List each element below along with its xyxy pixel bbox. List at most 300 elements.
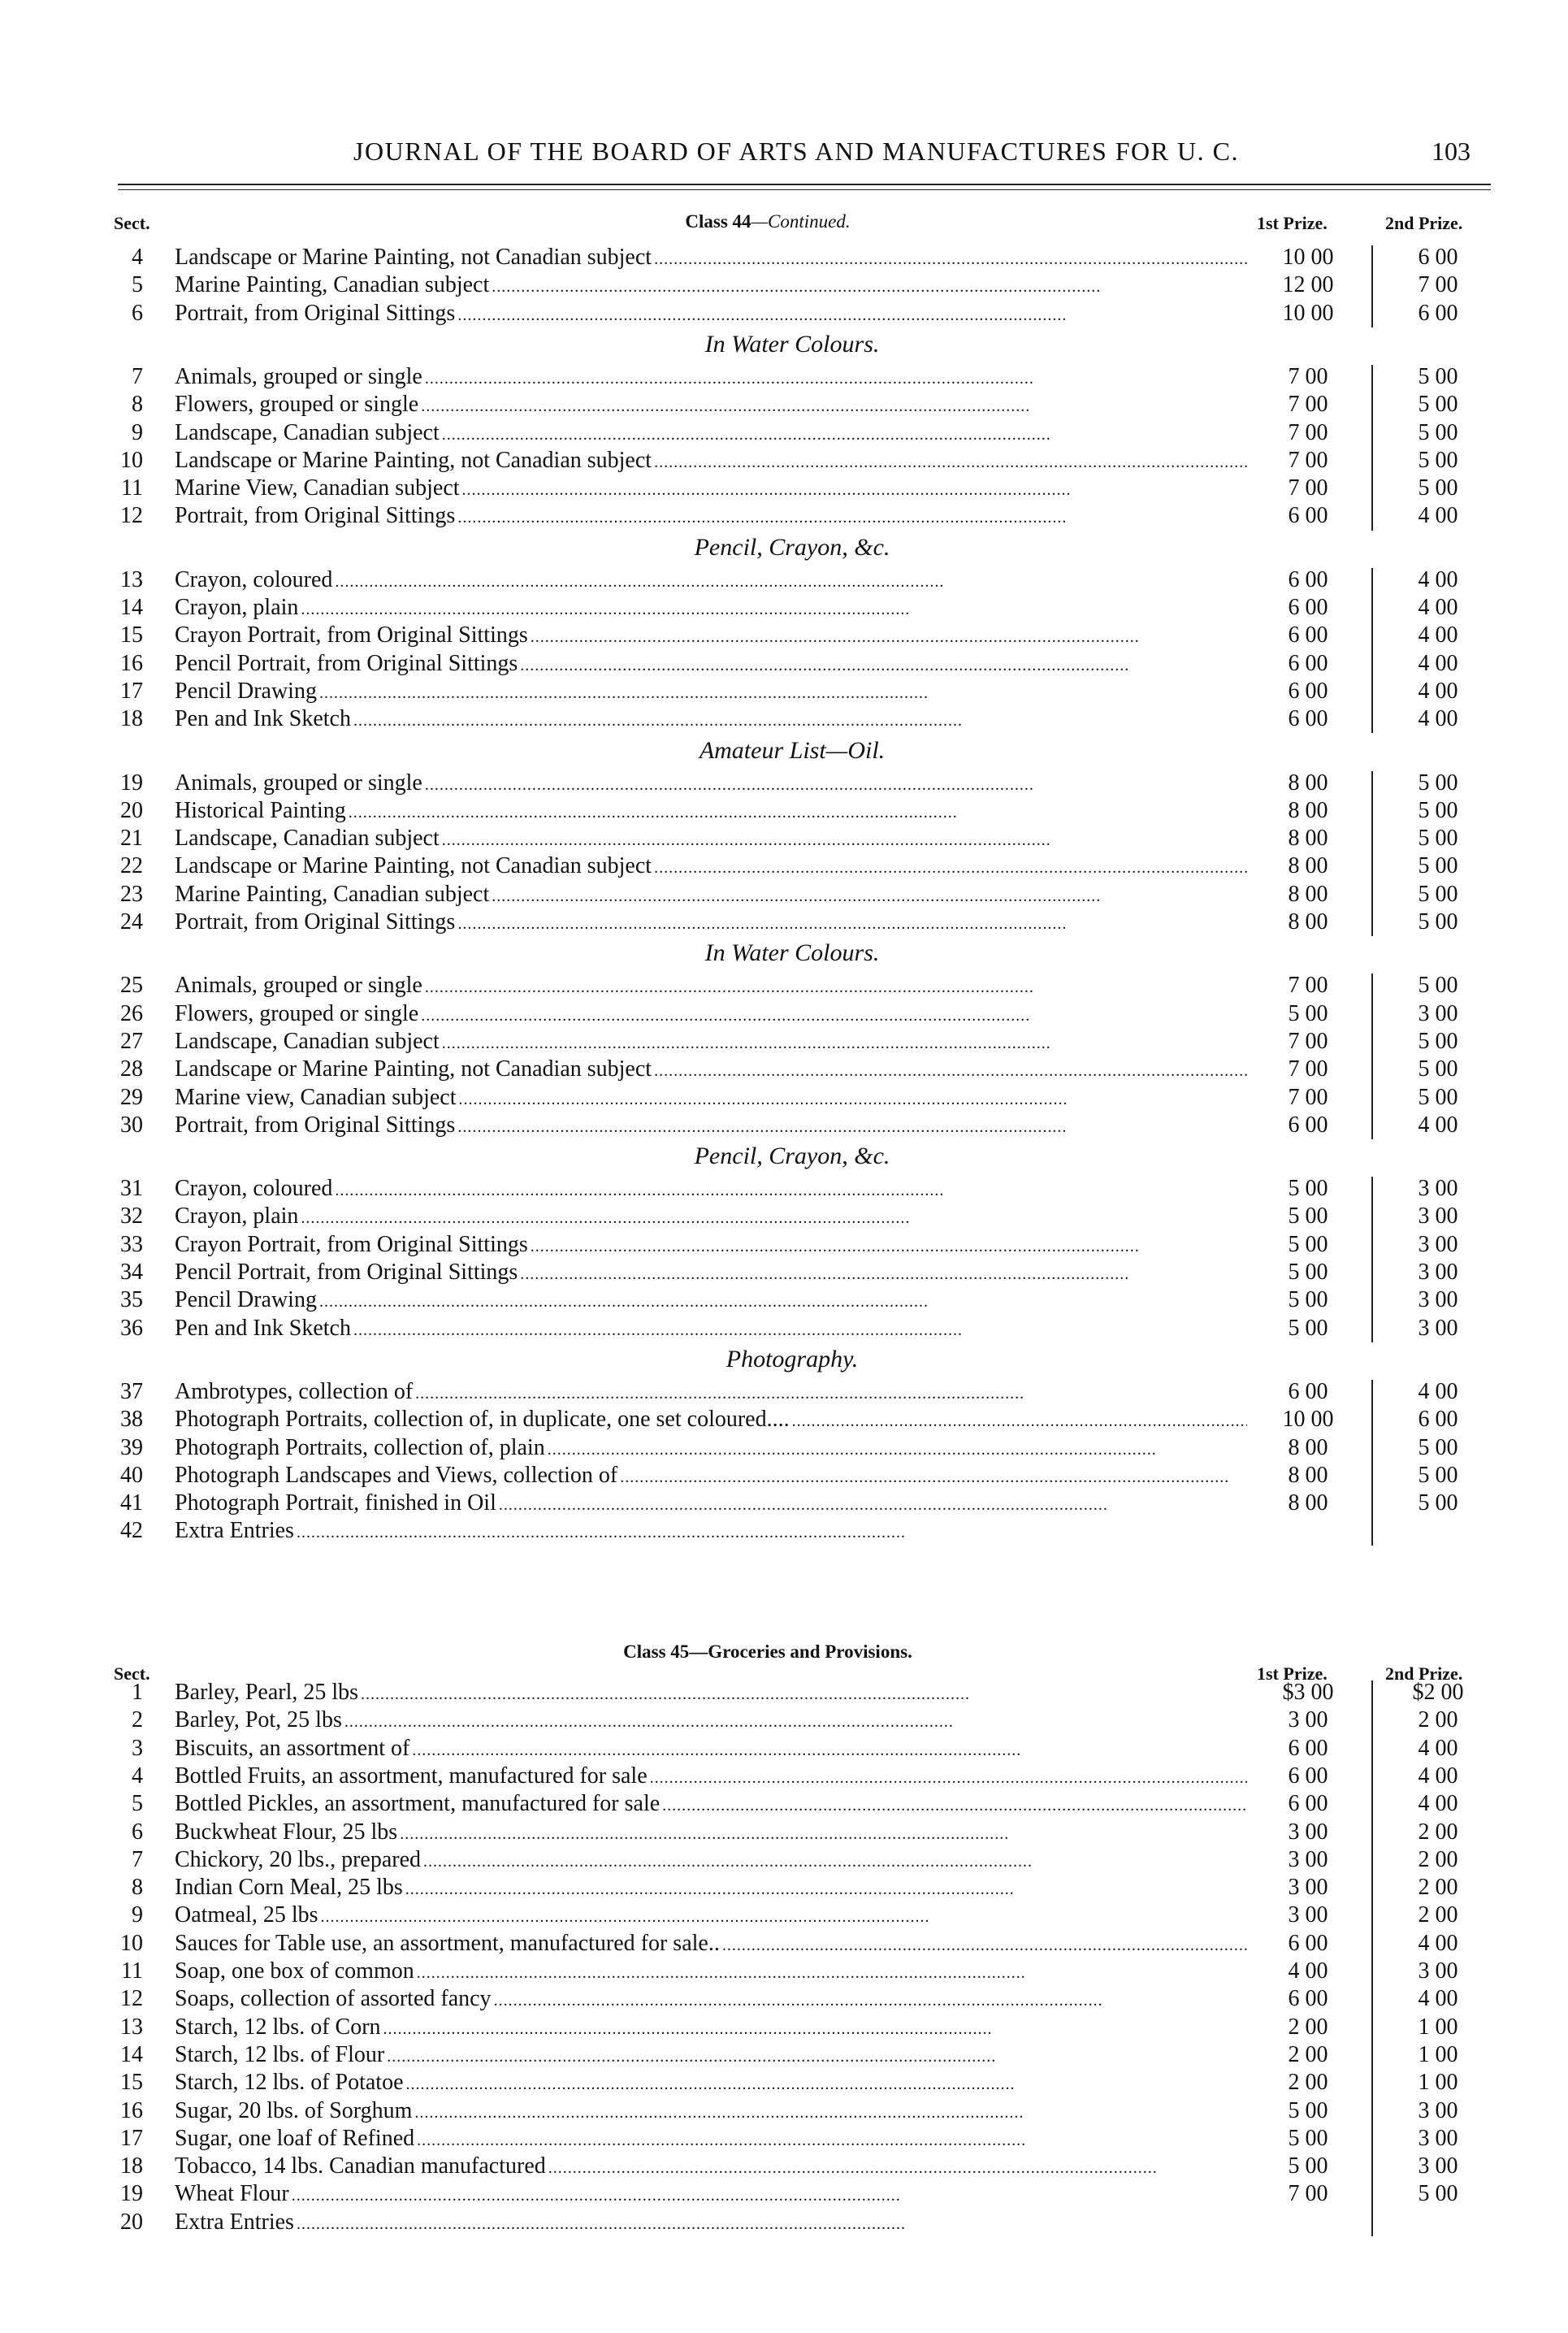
entry-description: Crayon, plain . . . xyxy=(175,594,1247,623)
list-item xyxy=(0,1735,1568,1763)
list-item xyxy=(0,881,1568,908)
second-prize-amount: 4 00 xyxy=(1418,706,1458,732)
entry-description: Photograph Landscapes and Views, collection of . . . xyxy=(175,1462,1247,1491)
first-prize-amount: 8 00 xyxy=(1288,909,1328,935)
entry-description: Portrait, from Original Sittings . . . xyxy=(175,502,1247,531)
second-prize-amount: 1 00 xyxy=(1418,2041,1458,2067)
section-number: 22 xyxy=(120,853,143,879)
class-44-label: Class 44 xyxy=(685,211,752,232)
section-number: 24 xyxy=(120,909,143,935)
section-number: 19 xyxy=(120,770,143,796)
section-number: 12 xyxy=(120,1986,143,2012)
second-prize-amount: 4 00 xyxy=(1418,1735,1458,1761)
section-number: 7 xyxy=(132,1846,143,1872)
list-item xyxy=(0,2097,1568,2125)
entry-description: Oatmeal, 25 lbs . . . xyxy=(175,1902,1247,1931)
entry-description: Crayon, coloured . . . xyxy=(175,1175,1247,1204)
entry-description: Historical Painting . . . xyxy=(175,797,1247,826)
first-prize-amount: 6 00 xyxy=(1288,595,1328,620)
second-prize-amount: 2 00 xyxy=(1418,1902,1458,1928)
first-prize-amount: 6 00 xyxy=(1288,1378,1328,1404)
section-number: 15 xyxy=(120,2070,143,2096)
entry-description: Pencil Drawing . . . xyxy=(175,1286,1247,1316)
entry-description: Marine view, Canadian subject . . . xyxy=(175,1084,1247,1113)
second-prize-amount: 3 00 xyxy=(1418,1000,1458,1026)
section-number: 6 xyxy=(132,1819,143,1845)
section-number: 7 xyxy=(132,363,143,389)
list-item xyxy=(0,594,1568,622)
column-divider xyxy=(1371,568,1373,734)
second-prize-amount: 2 00 xyxy=(1418,1819,1458,1845)
entry-description: Starch, 12 lbs. of Potatoe . . . xyxy=(175,2069,1247,2098)
list-item xyxy=(0,244,1568,271)
second-prize-amount: 4 00 xyxy=(1418,503,1458,529)
list-item xyxy=(0,1462,1568,1490)
list-item xyxy=(0,1490,1568,1517)
entry-description: Landscape or Marine Painting, not Canadian subject . . . xyxy=(175,244,1247,273)
subsection-heading: Photography. xyxy=(726,1345,859,1372)
second-prize-amount: 4 00 xyxy=(1418,1763,1458,1789)
entry-description: Indian Corn Meal, 25 lbs . . . xyxy=(175,1874,1247,1903)
second-prize-amount: 5 00 xyxy=(1418,1434,1458,1460)
first-prize-amount: 5 00 xyxy=(1288,1176,1328,1202)
list-item xyxy=(0,1790,1568,1818)
entry-description: Starch, 12 lbs. of Corn . . . xyxy=(175,2014,1247,2043)
second-prize-amount: 4 00 xyxy=(1418,595,1458,620)
class-44-continued: —Continued. xyxy=(751,211,851,232)
entry-description: Pencil Portrait, from Original Sittings . . . xyxy=(175,650,1247,679)
entry-description: Animals, grouped or single . . . xyxy=(175,972,1247,1001)
second-prize-amount: 4 00 xyxy=(1418,650,1458,676)
list-item xyxy=(0,705,1568,733)
second-prize-amount: 5 00 xyxy=(1418,1056,1458,1082)
column-divider xyxy=(1371,1177,1373,1342)
entry-description: Sugar, one loaf of Refined . . . xyxy=(175,2125,1247,2154)
list-item xyxy=(0,2069,1568,2097)
entry-description: Extra Entries . . . xyxy=(175,2209,1247,2238)
subsection-heading: Pencil, Crayon, &c. xyxy=(694,1143,890,1170)
list-item xyxy=(0,363,1568,391)
list-item xyxy=(0,419,1568,447)
section-number: 3 xyxy=(132,1735,143,1761)
second-prize-amount: 6 00 xyxy=(1418,1407,1458,1433)
section-number: 18 xyxy=(120,2153,143,2179)
first-prize-amount: 7 00 xyxy=(1288,973,1328,999)
list-item xyxy=(0,825,1568,852)
section-number: 31 xyxy=(120,1176,143,1202)
section-number: 9 xyxy=(132,1902,143,1928)
section-number: 26 xyxy=(120,1000,143,1026)
entry-description: Biscuits, an assortment of . . . xyxy=(175,1735,1247,1764)
list-item xyxy=(0,1084,1568,1112)
section-number: 16 xyxy=(120,2097,143,2123)
section-number: 21 xyxy=(120,826,143,852)
section-number: 15 xyxy=(120,622,143,648)
second-prize-amount: 5 00 xyxy=(1418,881,1458,907)
section-number: 17 xyxy=(120,2125,143,2151)
list-item xyxy=(0,1112,1568,1139)
section-number: 38 xyxy=(120,1407,143,1433)
section-number: 27 xyxy=(120,1028,143,1054)
list-item xyxy=(0,1930,1568,1958)
second-prize-amount: 5 00 xyxy=(1418,363,1458,389)
section-number: 18 xyxy=(120,706,143,732)
second-prize-amount: 5 00 xyxy=(1418,447,1458,473)
entry-description: Bottled Pickles, an assortment, manufactured for sale . . . xyxy=(175,1790,1247,1819)
second-prize-amount: 3 00 xyxy=(1418,1315,1458,1341)
first-prize-amount: 8 00 xyxy=(1288,853,1328,879)
list-item xyxy=(0,622,1568,649)
section-number: 14 xyxy=(120,595,143,620)
section-number: 36 xyxy=(120,1315,143,1341)
second-prize-amount: 5 00 xyxy=(1418,475,1458,501)
second-prize-amount: 2 00 xyxy=(1418,1707,1458,1733)
column-divider xyxy=(1371,1380,1373,1546)
entry-description: Photograph Portrait, finished in Oil . . . xyxy=(175,1490,1247,1519)
first-prize-amount: 5 00 xyxy=(1288,2153,1328,2179)
first-prize-amount: 8 00 xyxy=(1288,797,1328,823)
second-prize-amount: 2 00 xyxy=(1418,1846,1458,1872)
section-number: 16 xyxy=(120,650,143,676)
entry-description: Pencil Portrait, from Original Sittings . . . xyxy=(175,1259,1247,1288)
list-item xyxy=(0,1679,1568,1706)
section-number: 29 xyxy=(120,1084,143,1110)
section-number: 42 xyxy=(120,1518,143,1544)
entry-description: Starch, 12 lbs. of Flour . . . xyxy=(175,2041,1247,2071)
entry-description: Bottled Fruits, an assortment, manufactured for sale . . . xyxy=(175,1763,1247,1792)
entry-description: Landscape, Canadian subject . . . xyxy=(175,1028,1247,1057)
first-prize-amount: 6 00 xyxy=(1288,706,1328,732)
second-prize-amount: 5 00 xyxy=(1418,1084,1458,1110)
first-prize-amount: 5 00 xyxy=(1288,2097,1328,2123)
entry-description: Animals, grouped or single . . . xyxy=(175,770,1247,799)
entry-description: Soap, one box of common . . . xyxy=(175,1958,1247,1987)
second-prize-amount: 5 00 xyxy=(1418,770,1458,796)
second-prize-amount: 5 00 xyxy=(1418,1028,1458,1054)
list-item xyxy=(0,1434,1568,1462)
list-item xyxy=(0,2153,1568,2180)
first-prize-amount: 6 00 xyxy=(1288,678,1328,704)
first-prize-amount: 3 00 xyxy=(1288,1875,1328,1901)
sect-column-header-45: Sect. xyxy=(114,1663,150,1684)
first-prize-amount: 6 00 xyxy=(1288,503,1328,529)
first-prize-amount: 2 00 xyxy=(1288,2014,1328,2040)
list-item xyxy=(0,271,1568,299)
first-prize-amount: 2 00 xyxy=(1288,2070,1328,2096)
first-prize-amount: 5 00 xyxy=(1288,2125,1328,2151)
second-prize-amount: 1 00 xyxy=(1418,2070,1458,2096)
second-prize-amount: $2 00 xyxy=(1412,1680,1464,1705)
entry-description: Marine View, Canadian subject . . . xyxy=(175,475,1247,504)
second-prize-amount: 5 00 xyxy=(1418,797,1458,823)
entry-description: Tobacco, 14 lbs. Canadian manufactured . . . xyxy=(175,2153,1247,2182)
column-divider xyxy=(1371,771,1373,937)
running-head: JOURNAL OF THE BOARD OF ARTS AND MANUFACTURES FOR U. C. xyxy=(353,137,1239,166)
entry-description: Crayon Portrait, from Original Sittings . . . xyxy=(175,1231,1247,1260)
second-prize-amount: 5 00 xyxy=(1418,419,1458,445)
subsection-heading: Pencil, Crayon, &c. xyxy=(694,533,890,561)
section-number: 19 xyxy=(120,2181,143,2207)
list-item xyxy=(0,1517,1568,1545)
list-item xyxy=(0,2125,1568,2153)
section-number: 12 xyxy=(120,503,143,529)
column-divider xyxy=(1371,1680,1373,2236)
section-number: 11 xyxy=(121,475,143,501)
second-prize-amount: 2 00 xyxy=(1418,1875,1458,1901)
entry-description: Landscape or Marine Painting, not Canadian subject . . . xyxy=(175,447,1247,476)
first-prize-amount: 4 00 xyxy=(1288,1958,1328,1984)
list-item xyxy=(0,1259,1568,1286)
entry-description: Crayon Portrait, from Original Sittings . . . xyxy=(175,622,1247,651)
list-item xyxy=(0,650,1568,678)
second-prize-amount: 3 00 xyxy=(1418,1176,1458,1202)
entry-description: Pen and Ink Sketch . . . xyxy=(175,705,1247,735)
entry-description: Barley, Pearl, 25 lbs . . . xyxy=(175,1679,1247,1708)
entry-description: Portrait, from Original Sittings . . . xyxy=(175,908,1247,938)
entry-description: Sauces for Table use, an assortment, manufactured for sale.. . . . xyxy=(175,1930,1247,1959)
list-item xyxy=(0,972,1568,1000)
first-prize-amount: 10 00 xyxy=(1282,245,1334,270)
section-number: 4 xyxy=(132,1763,143,1789)
list-item xyxy=(0,1231,1568,1259)
list-item xyxy=(0,1028,1568,1056)
entry-description: Chickory, 20 lbs., prepared . . . xyxy=(175,1846,1247,1876)
second-prize-amount: 5 00 xyxy=(1418,853,1458,879)
second-prize-amount: 3 00 xyxy=(1418,1231,1458,1257)
first-prize-amount: 7 00 xyxy=(1288,2181,1328,2207)
second-prize-header-45: 2nd Prize. xyxy=(1385,1663,1463,1684)
second-prize-amount: 5 00 xyxy=(1418,973,1458,999)
entry-description: Buckwheat Flour, 25 lbs . . . xyxy=(175,1819,1247,1848)
entry-description: Crayon, coloured . . . xyxy=(175,566,1247,596)
list-item xyxy=(0,1000,1568,1028)
section-number: 10 xyxy=(120,447,143,473)
section-number: 37 xyxy=(120,1378,143,1404)
first-prize-amount: 6 00 xyxy=(1288,650,1328,676)
section-number: 41 xyxy=(120,1490,143,1516)
list-item xyxy=(0,1406,1568,1433)
list-item xyxy=(0,1203,1568,1230)
entry-description: Marine Painting, Canadian subject . . . xyxy=(175,881,1247,910)
section-number: 20 xyxy=(120,797,143,823)
list-item xyxy=(0,1175,1568,1203)
list-item xyxy=(0,1315,1568,1342)
list-item xyxy=(0,1819,1568,1846)
section-number: 20 xyxy=(120,2209,143,2235)
entry-description: Landscape or Marine Painting, not Canadian subject . . . xyxy=(175,852,1247,882)
section-number: 30 xyxy=(120,1112,143,1138)
entry-description: Flowers, grouped or single . . . xyxy=(175,1000,1247,1030)
first-prize-amount: 3 00 xyxy=(1288,1902,1328,1928)
entry-description: Portrait, from Original Sittings . . . xyxy=(175,300,1247,329)
second-prize-amount: 1 00 xyxy=(1418,2014,1458,2040)
subsection-heading: In Water Colours. xyxy=(704,330,880,358)
second-prize-amount: 6 00 xyxy=(1418,245,1458,270)
second-prize-amount: 4 00 xyxy=(1418,1112,1458,1138)
second-prize-amount: 3 00 xyxy=(1418,2125,1458,2151)
first-prize-amount: 5 00 xyxy=(1288,1000,1328,1026)
first-prize-amount: 7 00 xyxy=(1288,419,1328,445)
entry-description: Sugar, 20 lbs. of Sorghum . . . xyxy=(175,2097,1247,2127)
section-number: 23 xyxy=(120,881,143,907)
first-prize-amount: 2 00 xyxy=(1288,2041,1328,2067)
first-prize-amount: 5 00 xyxy=(1288,1287,1328,1313)
first-prize-amount: 3 00 xyxy=(1288,1819,1328,1845)
second-prize-amount: 5 00 xyxy=(1418,392,1458,418)
subsection-heading: Amateur List—Oil. xyxy=(699,736,886,764)
section-number: 13 xyxy=(120,2014,143,2040)
column-divider xyxy=(1371,974,1373,1139)
first-prize-header: 1st Prize. xyxy=(1257,213,1328,233)
first-prize-amount: 8 00 xyxy=(1288,881,1328,907)
class-44-title xyxy=(443,211,1093,232)
list-item xyxy=(0,770,1568,797)
first-prize-amount: 6 00 xyxy=(1288,566,1328,592)
second-prize-amount: 3 00 xyxy=(1418,2153,1458,2179)
first-prize-amount: 5 00 xyxy=(1288,1231,1328,1257)
entry-description: Soaps, collection of assorted fancy . . . xyxy=(175,1985,1247,2014)
header-rule xyxy=(118,184,1491,185)
first-prize-amount: 8 00 xyxy=(1288,826,1328,852)
section-number: 5 xyxy=(132,272,143,298)
first-prize-amount: 6 00 xyxy=(1288,1986,1328,2012)
list-item xyxy=(0,502,1568,530)
list-item xyxy=(0,1874,1568,1902)
second-prize-amount: 3 00 xyxy=(1418,1203,1458,1229)
section-number: 9 xyxy=(132,419,143,445)
first-prize-amount: 8 00 xyxy=(1288,1462,1328,1488)
second-prize-amount: 4 00 xyxy=(1418,1378,1458,1404)
list-item xyxy=(0,1378,1568,1406)
section-number: 2 xyxy=(132,1707,143,1733)
section-number: 17 xyxy=(120,678,143,704)
list-item xyxy=(0,908,1568,936)
header-rule-thin xyxy=(118,189,1491,190)
second-prize-amount: 4 00 xyxy=(1418,566,1458,592)
list-item xyxy=(0,852,1568,880)
section-number: 10 xyxy=(120,1930,143,1956)
list-item xyxy=(0,300,1568,327)
section-number: 35 xyxy=(120,1287,143,1313)
first-prize-amount: 7 00 xyxy=(1288,363,1328,389)
list-item xyxy=(0,2180,1568,2208)
entry-description: Pencil Drawing . . . xyxy=(175,678,1247,707)
second-prize-amount: 4 00 xyxy=(1418,1930,1458,1956)
second-prize-amount: 6 00 xyxy=(1418,300,1458,326)
section-number: 40 xyxy=(120,1462,143,1488)
first-prize-amount: 6 00 xyxy=(1288,622,1328,648)
second-prize-amount: 3 00 xyxy=(1418,1260,1458,1285)
first-prize-amount: 3 00 xyxy=(1288,1846,1328,1872)
second-prize-header: 2nd Prize. xyxy=(1385,213,1463,233)
section-number: 34 xyxy=(120,1260,143,1285)
section-number: 11 xyxy=(121,1958,143,1984)
first-prize-amount: 7 00 xyxy=(1288,1028,1328,1054)
column-divider xyxy=(1371,365,1373,531)
section-number: 1 xyxy=(132,1680,143,1705)
first-prize-amount: 8 00 xyxy=(1288,1434,1328,1460)
section-number: 39 xyxy=(120,1434,143,1460)
entry-description: Marine Painting, Canadian subject . . . xyxy=(175,271,1247,301)
first-prize-amount: 7 00 xyxy=(1288,392,1328,418)
second-prize-amount: 5 00 xyxy=(1418,826,1458,852)
section-number: 6 xyxy=(132,300,143,326)
second-prize-amount: 3 00 xyxy=(1418,1287,1458,1313)
section-number: 32 xyxy=(120,1203,143,1229)
list-item xyxy=(0,566,1568,594)
list-item xyxy=(0,2014,1568,2041)
section-number: 13 xyxy=(120,566,143,592)
section-number: 8 xyxy=(132,1875,143,1901)
second-prize-amount: 7 00 xyxy=(1418,272,1458,298)
first-prize-amount: 5 00 xyxy=(1288,1203,1328,1229)
first-prize-amount: 7 00 xyxy=(1288,447,1328,473)
section-number: 5 xyxy=(132,1791,143,1817)
second-prize-amount: 4 00 xyxy=(1418,678,1458,704)
section-number: 25 xyxy=(120,973,143,999)
second-prize-amount: 3 00 xyxy=(1418,2097,1458,2123)
sect-column-header: Sect. xyxy=(114,213,150,233)
section-number: 33 xyxy=(120,1231,143,1257)
entry-description: Animals, grouped or single . . . xyxy=(175,363,1247,392)
entry-description: Crayon, plain . . . xyxy=(175,1203,1247,1232)
first-prize-amount: 5 00 xyxy=(1288,1315,1328,1341)
entry-description: Portrait, from Original Sittings . . . xyxy=(175,1112,1247,1141)
section-number: 8 xyxy=(132,392,143,418)
page-number: 103 xyxy=(1432,137,1471,166)
first-prize-amount: 6 00 xyxy=(1288,1112,1328,1138)
entry-description: Extra Entries . . . xyxy=(175,1517,1247,1546)
entry-description: Landscape or Marine Painting, not Canadian subject . . . xyxy=(175,1056,1247,1085)
list-item xyxy=(0,1985,1568,2013)
list-item xyxy=(0,1958,1568,1985)
first-prize-amount: 6 00 xyxy=(1288,1930,1328,1956)
list-item xyxy=(0,1846,1568,1874)
section-number: 28 xyxy=(120,1056,143,1082)
first-prize-amount: $3 00 xyxy=(1282,1680,1334,1705)
first-prize-amount: 6 00 xyxy=(1288,1763,1328,1789)
second-prize-amount: 4 00 xyxy=(1418,1791,1458,1817)
list-item xyxy=(0,2209,1568,2236)
entry-description: Photograph Portraits, collection of, in duplicate, one set coloured.... . . . xyxy=(175,1406,1247,1435)
first-prize-amount: 6 00 xyxy=(1288,1735,1328,1761)
list-item xyxy=(0,475,1568,502)
section-number: 14 xyxy=(120,2041,143,2067)
list-item xyxy=(0,797,1568,825)
list-item xyxy=(0,678,1568,705)
list-item xyxy=(0,1056,1568,1083)
second-prize-amount: 3 00 xyxy=(1418,1958,1458,1984)
class-45-title: Class 45—Groceries and Provisions. xyxy=(623,1641,912,1662)
section-number: 4 xyxy=(132,245,143,270)
list-item xyxy=(0,1286,1568,1314)
second-prize-amount: 5 00 xyxy=(1418,909,1458,935)
first-prize-amount: 8 00 xyxy=(1288,1490,1328,1516)
first-prize-amount: 7 00 xyxy=(1288,1056,1328,1082)
first-prize-amount: 10 00 xyxy=(1282,300,1334,326)
first-prize-amount: 8 00 xyxy=(1288,770,1328,796)
first-prize-header-45: 1st Prize. xyxy=(1257,1663,1328,1684)
second-prize-amount: 4 00 xyxy=(1418,622,1458,648)
entry-description: Landscape, Canadian subject . . . xyxy=(175,419,1247,449)
entry-description: Landscape, Canadian subject . . . xyxy=(175,825,1247,854)
list-item xyxy=(0,1902,1568,1929)
first-prize-amount: 7 00 xyxy=(1288,475,1328,501)
first-prize-amount: 10 00 xyxy=(1282,1407,1334,1433)
second-prize-amount: 5 00 xyxy=(1418,1490,1458,1516)
entry-description: Wheat Flour . . . xyxy=(175,2180,1247,2209)
first-prize-amount: 3 00 xyxy=(1288,1707,1328,1733)
